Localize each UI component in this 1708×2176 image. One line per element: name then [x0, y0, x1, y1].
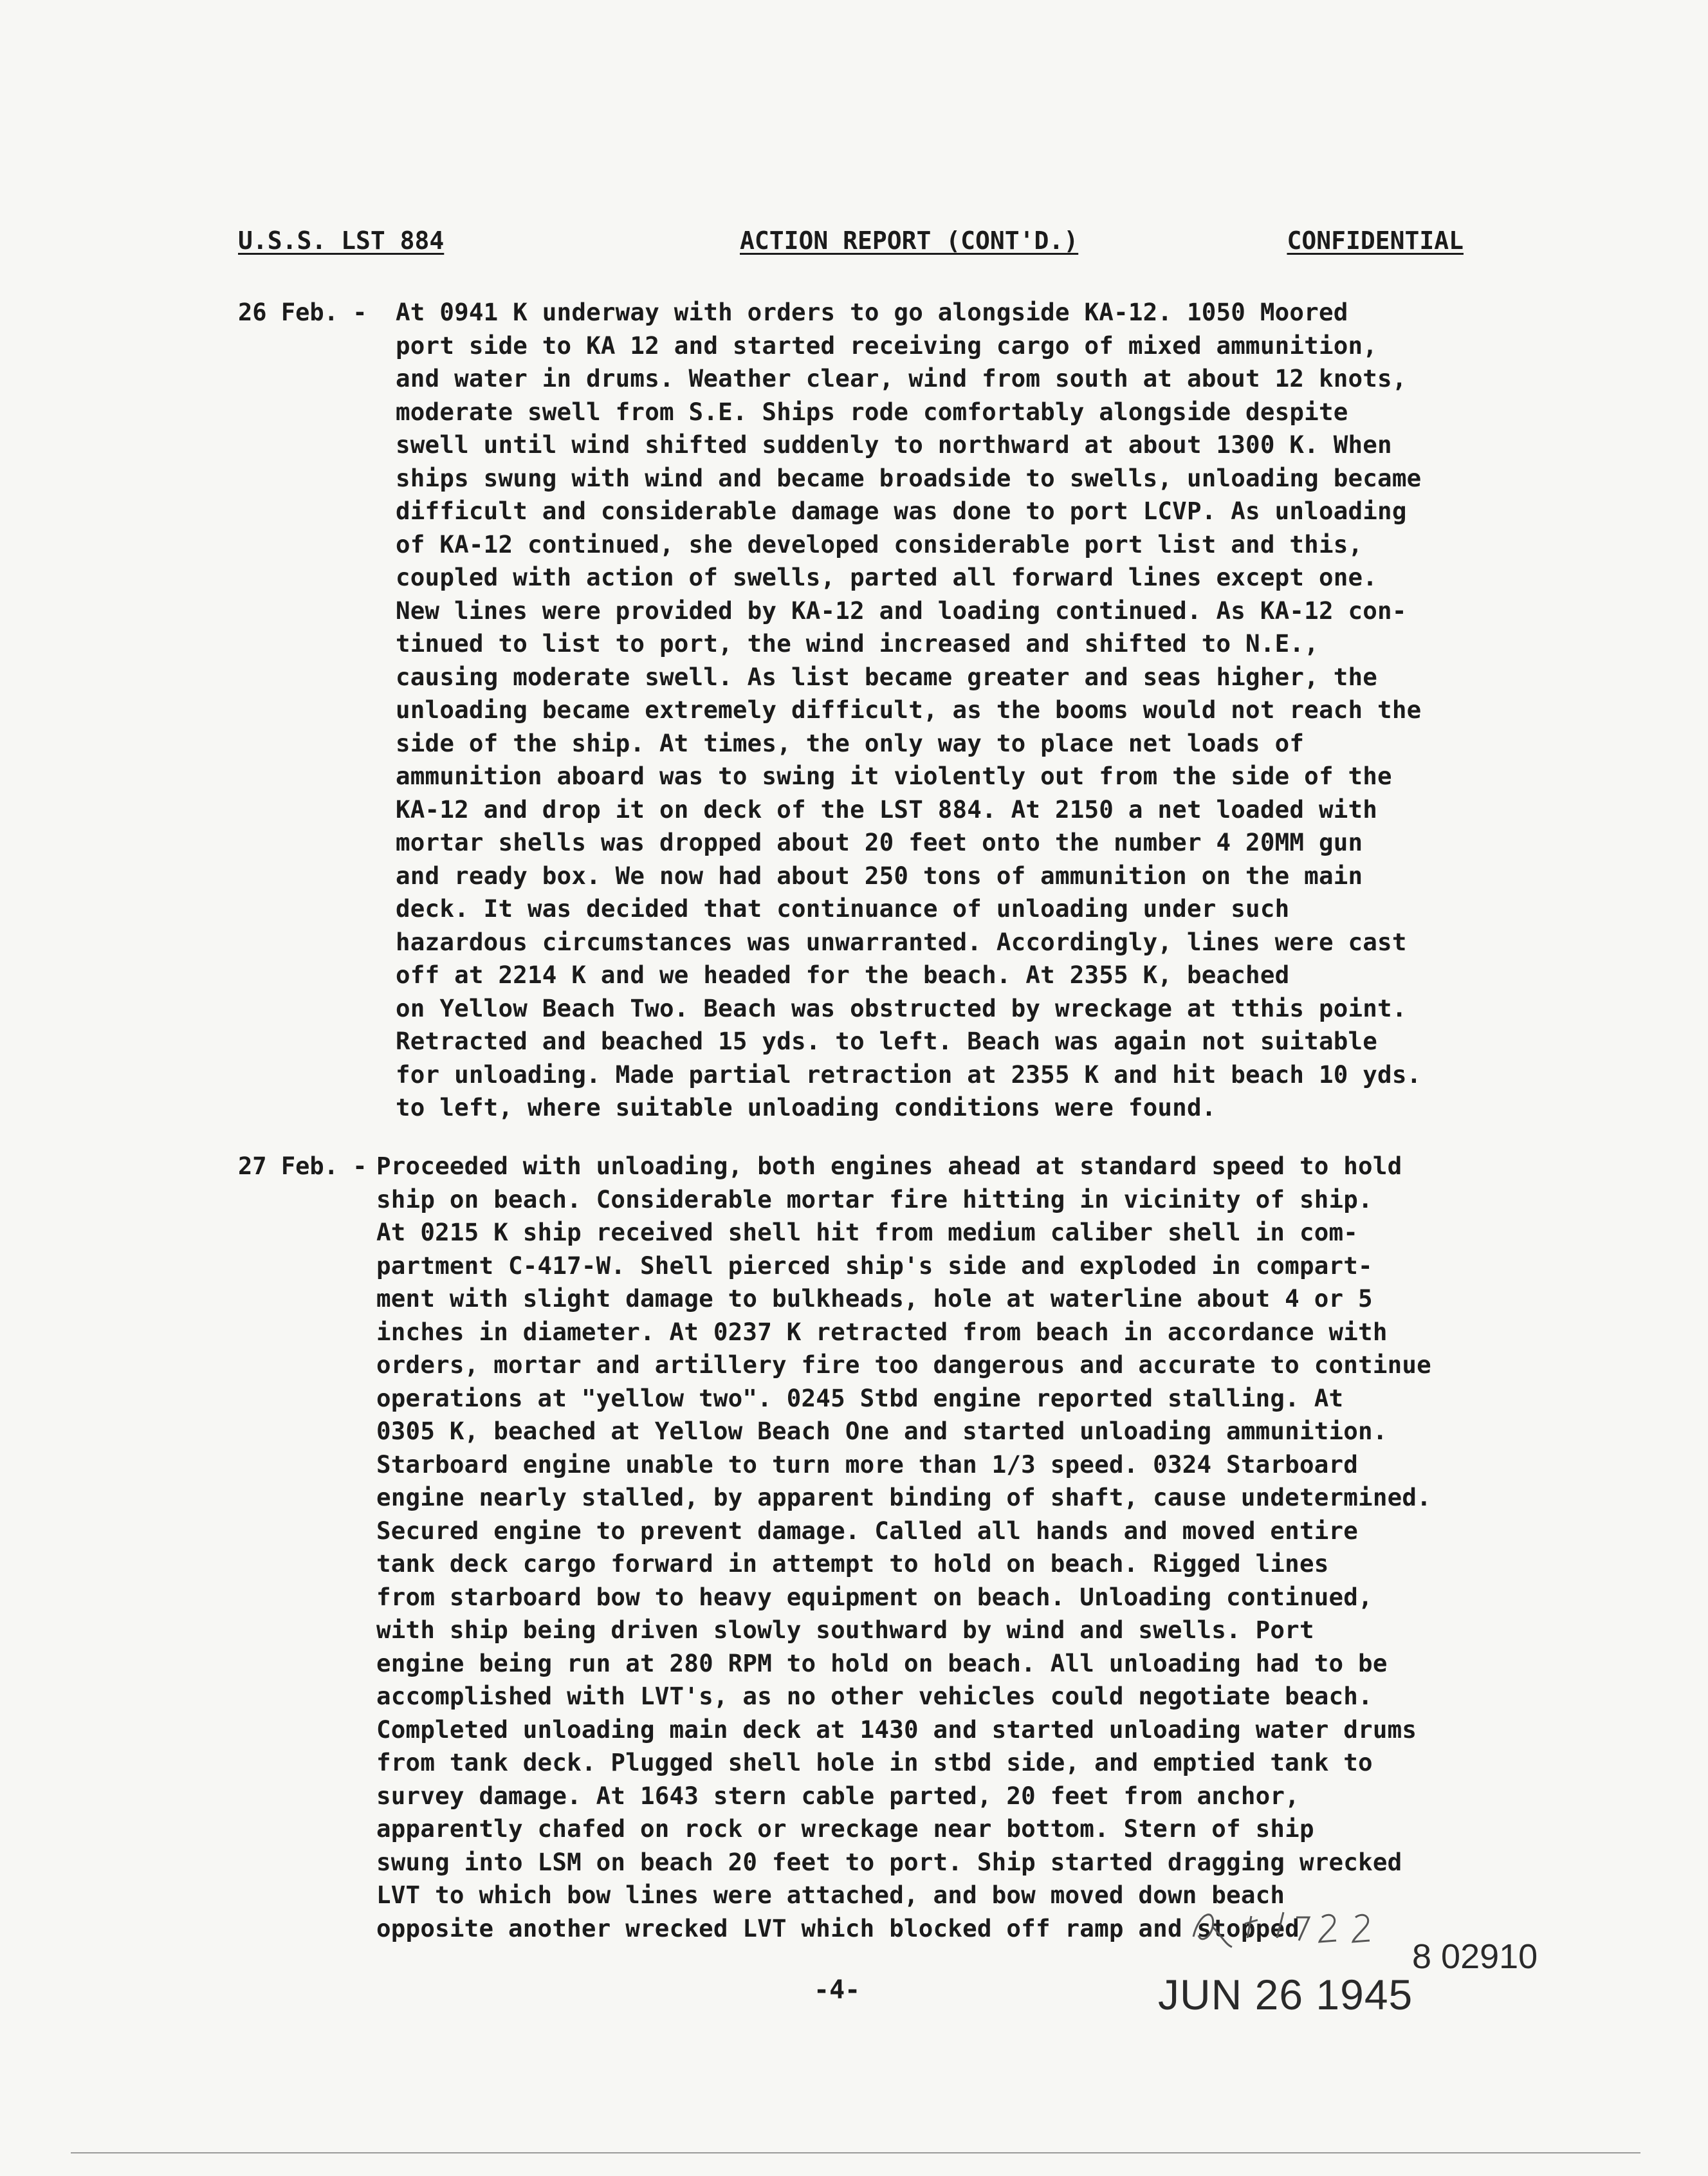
- page-header: [238, 226, 1464, 265]
- entry-date: 26 Feb. -: [238, 299, 367, 326]
- ship-designation: U.S.S. LST 884: [238, 226, 445, 255]
- entry-text: Proceeded with unloading, both engines ahead at standard speed to hold ship on beach. Considerable mortar fire hitting in vicinity of ship. At 0215 K ship received shell hit from medium caliber shell in com- partment C-417-W. Shell pierced ship's side and exploded in compart- ment with slight damage to bulkheads, hole at waterline about 4 or 5 inches in diameter. At 0237 K retracted from beach in accordance with orders, mortar and artillery fire too dangerous and accurate to continue operations at "yellow two". 0245 Stbd engine reported stalling. At 0305 K, beached at Yellow Beach One and started unloading ammunition. Starboard engine unable to turn more than 1/3 speed. 0324 Starboard engine nearly stalled, by apparent binding of shaft, cause undetermined. Secured engine to prevent damage. Called all hands and moved entire tank deck cargo forward in attempt to hold on beach. Rigged lines from starboard bow to heavy equipment on beach. Unloading continued, with ship being driven slowly southward by wind and swells. Port engine being run at 280 RPM to hold on beach. All unloading had to be accomplished with LVT's, as no other vehicles could negotiate beach. Completed unloading main deck at 1430 and started unloading water drums from tank deck. Plugged shell hole in stbd side, and emptied tank to survey damage. At 1643 stern cable parted, 20 feet from anchor, apparently chafed on rock or wreckage near bottom. Stern of ship swung into LSM on beach 20 feet to port. Ship started dragging wrecked LVT to which bow lines were attached, and bow moved down beach opposite another wrecked LVT which blocked off ramp and stopped: [376, 1152, 1431, 1942]
- document-number-stamp: 8 02910: [1412, 1937, 1538, 1976]
- entry-text: At 0941 K underway with orders to go alongside KA-12. 1050 Moored port side to KA 12 and started receiving cargo of mixed ammunition, and water in drums. Weather clear, wind from south at about 12 knots, moderate swell from S.E. Ships rode comfortably alongside despite swell until wind shifted suddenly to northward at about 1300 K. When ships swung with wind and became broadside to swells, unloading became difficult and considerable damage was done to port LCVP. As unloading of KA-12 continued, she developed considerable port list and this, coupled with action of swells, parted all forward lines except one. New lines were provided by KA-12 and loading continued. As KA-12 con- tinued to list to port, the wind increased and shifted to N.E., causing moderate swell. As list became greater and seas higher, the unloading became extremely difficult, as the booms would not reach the side of the ship. At times, the only way to place net loads of ammunition aboard was to swing it violently out from the side of the KA-12 and drop it on deck of the LST 884. At 2150 a net loaded with mortar shells was dropped about 20 feet onto the number 4 20MM gun and ready box. We now had about 250 tons of ammunition on the main deck. It was decided that continuance of unloading under such hazardous circumstances was unwarranted. Accordingly, lines were cast off at 2214 K and we headed for the beach. At 2355 K, beached on Yellow Beach Two. Beach was obstructed by wreckage at tthis point. Retracted and beached 15 yds. to left. Beach was again not suitable for unloading. Made partial retraction at 2355 K and hit beach 10 yds. to left, where suitable unloading conditions were found.: [396, 298, 1422, 1121]
- receipt-date-stamp: JUN 26 1945: [1158, 1971, 1413, 2018]
- page-edge-line: [71, 2152, 1640, 2153]
- classification-marking: CONFIDENTIAL: [1287, 226, 1464, 255]
- entry-date: 27 Feb. -: [238, 1152, 367, 1180]
- handwritten-annotation: [1187, 1898, 1412, 1956]
- report-title: ACTION REPORT (CONT'D.): [740, 226, 1079, 255]
- page-number: -4-: [814, 1975, 861, 2005]
